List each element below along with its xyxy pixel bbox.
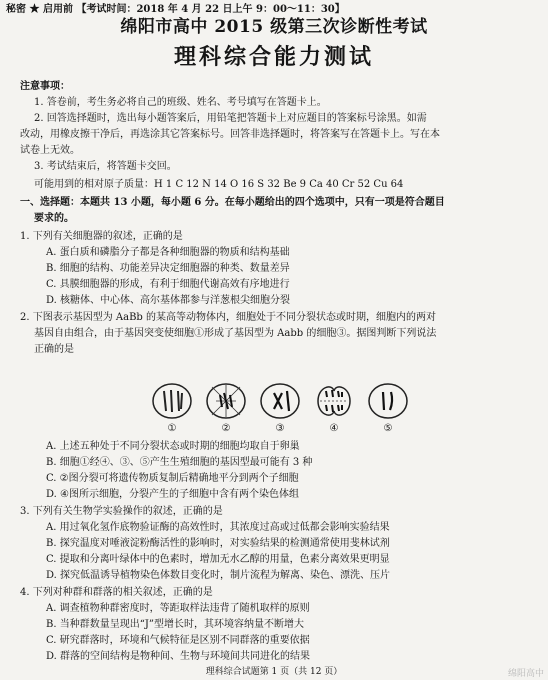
question-1-stem: 1. 下列有关细胞器的叙述，正确的是	[20, 231, 183, 242]
question-4-stem: 4. 下列对种群和群落的相关叙述，正确的是	[20, 587, 213, 598]
notice-item-2-line-1: 2. 回答选择题时，选出每小题答案后，用铅笔把答题卡上对应题目的答案标号涂黑。如需	[34, 113, 427, 124]
question-1-option-c: C. 具膜细胞器的形成，有利于细胞代谢高效有序地进行	[46, 279, 290, 290]
cell-5-label: ⑤	[383, 423, 393, 434]
question-4-option-c: C. 研究群落时，环境和气候特征是区别不同群落的重要依据	[46, 635, 310, 646]
subject-title: 理科综合能力测试	[173, 44, 374, 70]
question-4-option-d: D. 群落的空间结构是物种间、生物与环境间共同进化的结果	[46, 651, 311, 662]
cell-division-figure	[150, 381, 410, 437]
notice-item-1: 1. 答卷前，考生务必将自己的班级、姓名、考号填写在答题卡上。	[34, 97, 327, 108]
notice-item-2-line-2: 改动，用橡皮擦干净后，再选涂其它答案标号。回答非选择题时，将答案写在答题卡上。写在本	[20, 129, 440, 140]
page-footer: 理科综合试题第 1 页（共 12 页）	[205, 667, 343, 677]
question-3-option-b: B. 探究温度对唾液淀粉酶活性的影响时，对实验结果的检测通常使用斐林试剂	[46, 538, 390, 549]
question-2-stem-line-1: 2. 下图表示基因型为 AaBb 的某高等动物体内，细胞处于不同分裂状态或时期，细胞内的两对	[20, 312, 437, 323]
notice-item-2-line-3: 试卷上无效。	[20, 145, 80, 156]
section-1-heading-line-2: 要求的。	[34, 213, 74, 224]
section-1-heading-line-1: 一、选择题：本题共 13 小题，每小题 6 分。在每小题给出的四个选项中，只有一项是符合题目	[20, 197, 445, 208]
question-4-option-a: A. 调查植物种群密度时，等距取样法违背了随机取样的原则	[46, 603, 310, 614]
question-3-option-d: D. 探究低温诱导植物染色体数目变化时，制片流程为解离、染色、漂洗、压片	[46, 570, 391, 581]
question-2-option-d: D. ④图所示细胞，分裂产生的子细胞中含有两个染色体组	[46, 489, 299, 500]
atomic-masses: 可能用到的相对原子质量：H 1 C 12 N 14 O 16 S 32 Be 9 Ca 40 Cr 52 Cu 64	[34, 179, 404, 190]
question-3-option-a: A. 用过氧化氢作底物验证酶的高效性时，其浓度过高或过低都会影响实验结果	[46, 522, 390, 533]
cell-5-diagram	[366, 381, 410, 421]
question-2-option-b: B. 细胞①经④、③、⑤产生生殖细胞的基因型最可能有 3 种	[46, 457, 313, 468]
cell-4-diagram	[312, 381, 356, 421]
exam-time-line: 秘密 ★ 启用前 【考试时间：2018 年 4 月 22 日上午 9：00～11：30】	[6, 4, 345, 15]
question-1-option-b: B. 细胞的结构、功能差异决定细胞器的种类、数量差异	[46, 263, 290, 274]
cell-2-label: ②	[221, 423, 231, 434]
question-2-option-c: C. ②图分裂可将遗传物质复制后精确地平分到两个子细胞	[46, 473, 299, 484]
cell-3-diagram	[258, 381, 302, 421]
cell-2-diagram	[204, 381, 248, 421]
notice-item-3: 3. 考试结束后，将答题卡交回。	[34, 161, 177, 172]
school-title: 绵阳市高中 2015 级第三次诊断性考试	[120, 17, 428, 37]
cell-4-label: ④	[329, 423, 339, 434]
cell-1-label: ①	[167, 423, 177, 434]
question-1-option-d: D. 核糖体、中心体、高尔基体都参与洋葱根尖细胞分裂	[46, 295, 291, 306]
question-3-stem: 3. 下列有关生物学实验操作的叙述，正确的是	[20, 506, 223, 517]
question-3-option-c: C. 提取和分离叶绿体中的色素时，增加无水乙醇的用量，色素分离效果更明显	[46, 554, 390, 565]
watermark: 绵阳高中	[507, 669, 544, 679]
notice-heading: 注意事项：	[20, 81, 70, 92]
question-2-stem-line-3: 正确的是	[34, 344, 74, 355]
question-2-stem-line-2: 基因自由组合，由于基因突变使细胞①形成了基因型为 Aabb 的细胞③。据图判断下列说法	[34, 328, 437, 339]
cell-3-label: ③	[275, 423, 285, 434]
question-1-option-a: A. 蛋白质和磷脂分子都是各种细胞器的物质和结构基础	[46, 247, 290, 258]
question-2-option-a: A. 上述五种处于不同分裂状态或时期的细胞均取自于卵巢	[46, 441, 300, 452]
question-4-option-b: B. 当种群数量呈现出“J”型增长时，其环境容纳量不断增大	[46, 619, 304, 630]
cell-1-diagram	[150, 381, 194, 421]
